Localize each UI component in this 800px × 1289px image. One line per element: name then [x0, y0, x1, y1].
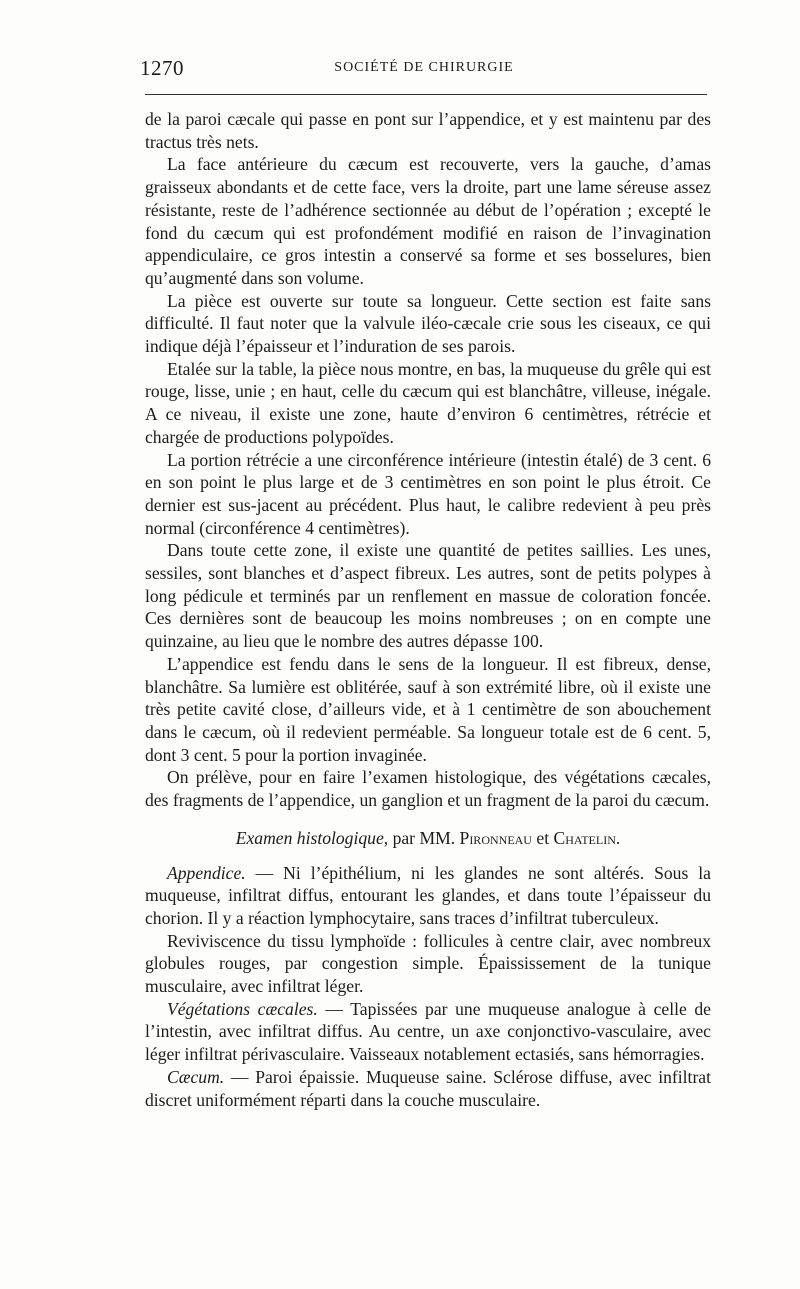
histology-text: — Tapissées par une muqueuse analogue à celle de l’intestin, avec infiltrat diffus. Au centre, un axe conjonctivo-vasculaire, avec léger infiltrat périvasculaire. Vaisseaux notablement ectasiés, sans hémorragies.: [145, 998, 711, 1065]
page-number: 1270: [140, 56, 184, 80]
author-name: Pironneau: [459, 827, 532, 848]
paragraph: L’appendice est fendu dans le sens de la longueur. Il est fibreux, dense, blanchâtre. Sa lumière est oblitérée, sauf à son extrémité libre, où il existe une très petite cavité close, d’ailleurs vide, et à 1 centimètre de son abouchement dans le cæcum, où il redevient perméable. Sa longueur totale est de 6 cent. 5, dont 3 cent. 5 pour la portion invaginée.: [145, 653, 711, 765]
histology-text: — Paroi épaissie. Muqueuse saine. Sclérose diffuse, avec infiltrat discret uniformément réparti dans la couche musculaire.: [145, 1066, 711, 1110]
paragraph: Dans toute cette zone, il existe une quantité de petites saillies. Les unes, sessiles, sont blanches et d’aspect fibreux. Les autres, sont de petits polypes à long pédicule et terminés par un renflement en massue de coloration foncée. Ces dernières sont de beaucoup les moins nombreuses ; on en compte une quinzaine, au lieu que le nombre des autres dépasse 100.: [145, 540, 711, 652]
heading-end: .: [615, 827, 621, 848]
histology-label: Appendice.: [167, 862, 246, 883]
header-rule: [145, 94, 707, 95]
paragraph: La face antérieure du cæcum est recouverte, vers la gauche, d’amas graisseux abondants et de cette face, vers la droite, part une lame séreuse assez résistante, reste de l’adhérence sectionnée au début de l’opération ; excepté le fond du cæcum qui est profondément modifié en raison de l’invagination appendiculaire, ce gros intestin a conservé sa forme et ses bosselures, bien qu’augmenté dans son volume.: [145, 154, 711, 288]
section-heading: [145, 827, 711, 850]
heading-and: et: [531, 827, 554, 848]
heading-by: , par MM.: [383, 827, 460, 848]
paragraph: La pièce est ouverte sur toute sa longueur. Cette section est faite sans difficulté. Il faut noter que la valvule iléo-cæcale crie sous les ciseaux, ce qui indique déjà l’épaisseur et l’induration de ses parois.: [145, 290, 711, 357]
paragraph: La portion rétrécie a une circonférence intérieure (intestin étalé) de 3 cent. 6 en son point le plus large et de 3 centimètres en son point le plus étroit. Ce dernier est sus-jacent au précédent. Plus haut, le calibre redevient à peu près normal (circonférence 4 centimètres).: [145, 449, 711, 538]
paragraph: de la paroi cæcale qui passe en pont sur l’appendice, et y est maintenu par des tractus très nets.: [145, 109, 711, 152]
heading-title: Examen histologique: [235, 827, 384, 848]
histology-label: Cæcum.: [167, 1066, 225, 1087]
paragraph: Etalée sur la table, la pièce nous montre, en bas, la muqueuse du grêle qui est rouge, lisse, unie ; en haut, celle du cæcum qui est blanchâtre, villeuse, inégale. A ce niveau, il existe une zone, haute d’environ 6 centimètres, rétrécie et chargée de productions polypoïdes.: [145, 358, 711, 447]
histology-text: Reviviscence du tissu lymphoïde : follicules à centre clair, avec nombreux globules rouges, par congestion simple. Épaississement de la tunique musculaire, avec infiltrat léger.: [145, 930, 711, 997]
histology-label: Végétations cæcales.: [167, 998, 318, 1019]
page-header: [140, 52, 708, 84]
histology-paragraph: [145, 862, 711, 930]
body-text: [145, 108, 711, 1111]
paragraph: On prélève, pour en faire l’examen histologique, des végétations cæcales, des fragments de l’appendice, un ganglion et un fragment de la paroi du cæcum.: [145, 767, 711, 811]
author-name: Chatelin: [553, 827, 616, 848]
histology-text: — Ni l’épithélium, ni les glandes ne sont altérés. Sous la muqueuse, infiltrat diffus, entourant les glandes, et dans toute l’épaisseur du chorion. Il y a réaction lymphocytaire, sans traces d’infiltrat tuberculeux.: [145, 862, 711, 928]
histology-paragraph: [145, 930, 711, 998]
histology-paragraph: [145, 998, 711, 1066]
histology-paragraph: [145, 1066, 711, 1111]
running-head: SOCIÉTÉ DE CHIRURGIE: [334, 60, 514, 75]
